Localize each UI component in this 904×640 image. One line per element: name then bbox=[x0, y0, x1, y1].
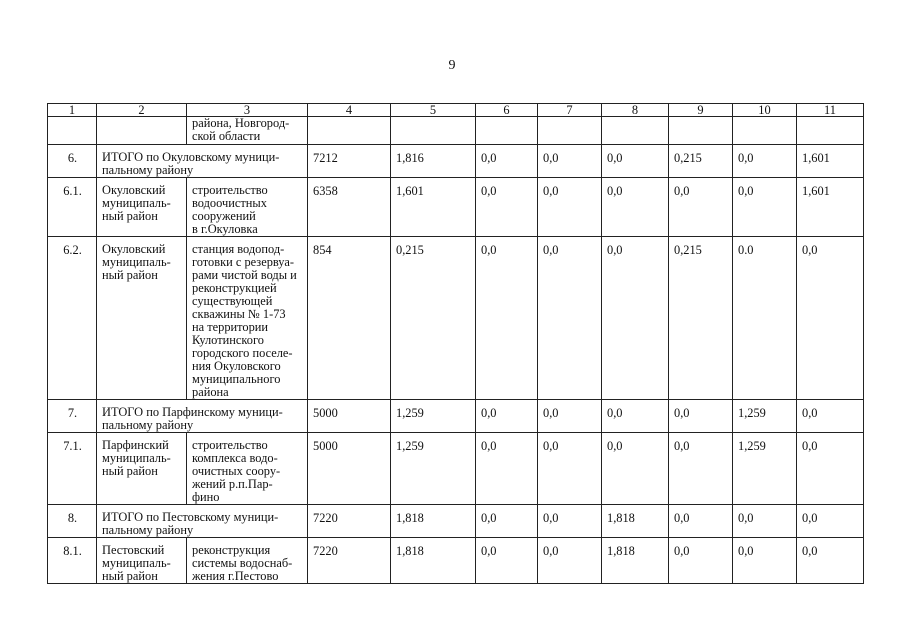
table-cell: строительство комплекса водо- очистных соору- жений р.п.Пар- фино bbox=[187, 433, 308, 505]
table-cell: 1,259 bbox=[733, 433, 797, 505]
table-cell: 6.1. bbox=[48, 178, 97, 237]
column-header: 11 bbox=[797, 104, 864, 117]
table-cell: 1,818 bbox=[602, 538, 669, 584]
table-cell: 0,0 bbox=[669, 178, 733, 237]
table-cell: 7220 bbox=[308, 505, 391, 538]
table-cell: 0,0 bbox=[669, 538, 733, 584]
column-header: 2 bbox=[97, 104, 187, 117]
table-cell: 1,259 bbox=[391, 433, 476, 505]
table-cell: 1,816 bbox=[391, 145, 476, 178]
table-row bbox=[48, 433, 864, 505]
table-row bbox=[48, 145, 864, 178]
table-row bbox=[48, 505, 864, 538]
table-cell: 0,0 bbox=[476, 433, 538, 505]
column-header: 7 bbox=[538, 104, 602, 117]
table-cell: 0,0 bbox=[797, 237, 864, 400]
table-cell: 0,0 bbox=[476, 538, 538, 584]
table-cell: 0,0 bbox=[538, 178, 602, 237]
table-cell: 7.1. bbox=[48, 433, 97, 505]
table-cell: ИТОГО по Пестовскому муници- пальному району bbox=[97, 505, 308, 538]
table-cell: 0,0 bbox=[476, 505, 538, 538]
table-cell: Окуловский муниципаль- ный район bbox=[97, 237, 187, 400]
table-cell: 0,0 bbox=[602, 400, 669, 433]
table-cell: 8. bbox=[48, 505, 97, 538]
table-header-row bbox=[48, 104, 864, 117]
table-cell bbox=[476, 117, 538, 145]
table-cell bbox=[733, 117, 797, 145]
table-cell: 0,0 bbox=[797, 400, 864, 433]
column-header: 9 bbox=[669, 104, 733, 117]
table-cell: 0,0 bbox=[797, 433, 864, 505]
column-header: 10 bbox=[733, 104, 797, 117]
table-row-continued bbox=[48, 117, 864, 145]
table-cell bbox=[797, 117, 864, 145]
table-cell: 1,818 bbox=[602, 505, 669, 538]
column-header: 1 bbox=[48, 104, 97, 117]
table-cell: 7220 bbox=[308, 538, 391, 584]
table-cell: 5000 bbox=[308, 433, 391, 505]
table-cell: 0,0 bbox=[797, 505, 864, 538]
table-row bbox=[48, 400, 864, 433]
table-cell: 0,0 bbox=[797, 538, 864, 584]
table-cell: 0,0 bbox=[733, 178, 797, 237]
table-cell: Окуловский муниципаль- ный район bbox=[97, 178, 187, 237]
table-cell: 0,0 bbox=[538, 505, 602, 538]
table-cell: 1,601 bbox=[391, 178, 476, 237]
table-cell: 0,0 bbox=[538, 145, 602, 178]
table-cell: станция водопод- готовки с резервуа- рами чистой воды и реконструкцией существующей скважины № 1-73 на территории Кулотинского городского поселе- ния Окуловского муниципального района bbox=[187, 237, 308, 400]
table-cell: 0,215 bbox=[669, 145, 733, 178]
table-cell: реконструкция системы водоснаб- жения г.Пестово bbox=[187, 538, 308, 584]
table-cell bbox=[391, 117, 476, 145]
data-table bbox=[47, 103, 864, 584]
table-cell: 854 bbox=[308, 237, 391, 400]
table-cell: 0,0 bbox=[669, 400, 733, 433]
table-cell bbox=[538, 117, 602, 145]
table-cell: строительство водоочистных сооружений в г.Окуловка bbox=[187, 178, 308, 237]
column-header: 4 bbox=[308, 104, 391, 117]
table-cell: Парфинский муниципаль- ный район bbox=[97, 433, 187, 505]
table-cell bbox=[669, 117, 733, 145]
table-cell bbox=[97, 117, 187, 145]
table-cell: 0,0 bbox=[476, 237, 538, 400]
table-cell: 0,0 bbox=[476, 178, 538, 237]
table-cell: 1,818 bbox=[391, 538, 476, 584]
table-cell: 0,0 bbox=[476, 145, 538, 178]
table-cell: 1,601 bbox=[797, 145, 864, 178]
table-cell: 0,0 bbox=[538, 538, 602, 584]
table-cell: 0,0 bbox=[733, 145, 797, 178]
table-cell: 0,0 bbox=[602, 178, 669, 237]
table-cell: 1,259 bbox=[733, 400, 797, 433]
table-cell: 1,818 bbox=[391, 505, 476, 538]
table-cell: 0,0 bbox=[733, 538, 797, 584]
column-header: 5 bbox=[391, 104, 476, 117]
table-cell: ИТОГО по Окуловскому муници- пальному району bbox=[97, 145, 308, 178]
table-row bbox=[48, 237, 864, 400]
table-cell: ИТОГО по Парфинскому муници- пальному району bbox=[97, 400, 308, 433]
page-number: 9 bbox=[448, 58, 456, 73]
table-cell: района, Новгород- ской области bbox=[187, 117, 308, 145]
table-cell: 7212 bbox=[308, 145, 391, 178]
table-cell: 8.1. bbox=[48, 538, 97, 584]
table-cell bbox=[602, 117, 669, 145]
table-cell: 6358 bbox=[308, 178, 391, 237]
table-cell: 0,0 bbox=[602, 145, 669, 178]
table-cell: 0,0 bbox=[733, 505, 797, 538]
column-header: 6 bbox=[476, 104, 538, 117]
table-cell: 0,215 bbox=[391, 237, 476, 400]
table-row bbox=[48, 178, 864, 237]
table-cell: 0,0 bbox=[602, 237, 669, 400]
table-cell: Пестовский муниципаль- ный район bbox=[97, 538, 187, 584]
table-cell: 0,0 bbox=[669, 433, 733, 505]
table-cell: 6. bbox=[48, 145, 97, 178]
table-cell: 0,0 bbox=[538, 237, 602, 400]
table-cell: 0,0 bbox=[538, 433, 602, 505]
table-cell: 1,259 bbox=[391, 400, 476, 433]
table-cell: 5000 bbox=[308, 400, 391, 433]
table-cell: 6.2. bbox=[48, 237, 97, 400]
table-cell: 7. bbox=[48, 400, 97, 433]
table-cell bbox=[308, 117, 391, 145]
table-cell bbox=[48, 117, 97, 145]
table-cell: 0,0 bbox=[669, 505, 733, 538]
table-cell: 0,0 bbox=[602, 433, 669, 505]
table-cell: 0,215 bbox=[669, 237, 733, 400]
table-cell: 0.0 bbox=[733, 237, 797, 400]
table-cell: 1,601 bbox=[797, 178, 864, 237]
table-cell: 0,0 bbox=[476, 400, 538, 433]
column-header: 8 bbox=[602, 104, 669, 117]
table-row bbox=[48, 538, 864, 584]
column-header: 3 bbox=[187, 104, 308, 117]
table-cell: 0,0 bbox=[538, 400, 602, 433]
